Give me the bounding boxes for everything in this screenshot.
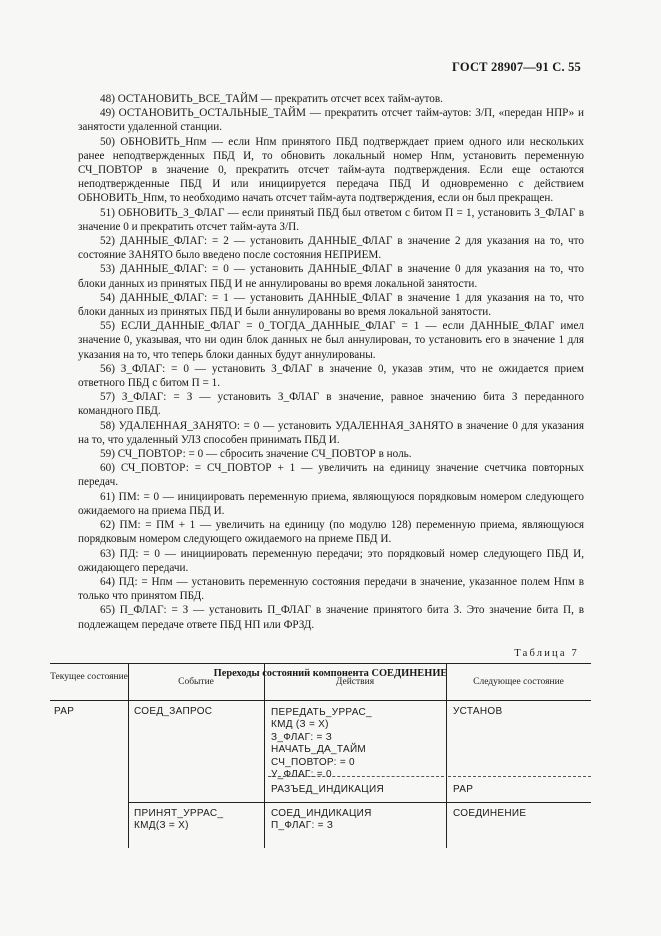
header-next-state: Следующее состояние (473, 677, 564, 687)
header-actions: Действия (335, 677, 375, 687)
list-item: 62) ПМ: = ПМ + 1 — увеличить на единицу (по модулю 128) переменную приема, являющуюся порядковым номером следующего ожидаемого на приеме ПБД И. (78, 519, 584, 546)
list-item: 56) З_ФЛАГ: = 0 — установить З_ФЛАГ в значение 0, указав этим, что не ожидается прием ответного ПБД с битом П = 1. (78, 362, 584, 390)
definitions-list (78, 92, 584, 632)
column-divider (446, 663, 447, 848)
list-item: 65) П_ФЛАГ: = З — установить П_ФЛАГ в значение принятого бита З. Это значение бита П, в подлежащем передаче ответе ПБД НП или ФРЗД. (78, 604, 584, 631)
list-item: 53) ДАННЫЕ_ФЛАГ: = 0 — установить ДАННЫЕ_ФЛАГ в значение 0 для указания на то, что блоки данных из принятых ПБД И не аннулированы во время локальной занятости. (78, 263, 584, 290)
table-header-rule (50, 700, 591, 701)
cell-event: СОЕД_ЗАПРОС (134, 706, 213, 717)
header-current-state: Текущее состояние (50, 672, 128, 682)
list-item: 60) СЧ_ПОВТОР: = СЧ_ПОВТОР + 1 — увеличить на единицу значение счетчика повторных передач. (78, 462, 584, 489)
cell-current-state: РАР (54, 706, 75, 717)
list-item: 61) ПМ: = 0 — инициировать переменную приема, являющуюся порядковым номером следующего ожидаемого на приема ПБД И. (78, 490, 584, 517)
row-separator (448, 776, 591, 777)
list-item: 52) ДАННЫЕ_ФЛАГ: = 2 — установить ДАННЫЕ_ФЛАГ в значение 2 для указания на то, что состояние ЗАНЯТО было введено после состояния НЕПРИЕМ. (78, 235, 584, 262)
list-item: 63) ПД: = 0 — инициировать переменную передачи; это порядковый номер следующего ПБД И, ожидающего передачи. (78, 547, 584, 574)
list-item: 48) ОСТАНОВИТЬ_ВСЕ_ТАЙМ — прекратить отсчет всех тайм-аутов. (100, 93, 443, 105)
column-divider (128, 663, 129, 848)
list-item: 54) ДАННЫЕ_ФЛАГ: = 1 — установить ДАННЫЕ_ФЛАГ в значение 1 для указания на то, что блоки данных из принятых ПБД И были аннулированы во время локальной занятости. (78, 291, 584, 319)
cell-next-state: УСТАНОВ (453, 706, 503, 717)
row-rule (128, 802, 591, 803)
column-divider (264, 663, 265, 848)
list-item: 57) З_ФЛАГ: = З — установить З_ФЛАГ в значение, равное значению бита З переданного командного ПБД. (78, 391, 584, 418)
list-item: 51) ОБНОВИТЬ_З_ФЛАГ — если принятый ПБД был ответом с битом П = 1, установить З_ФЛАГ в значение 0 и прекратить отсчет тайм-аута З/П. (78, 206, 584, 233)
cell-actions: СОЕД_ИНДИКАЦИЯ П_ФЛАГ: = З (271, 808, 372, 832)
list-item: 58) УДАЛЕННАЯ_ЗАНЯТО: = 0 — установить УДАЛЕННАЯ_ЗАНЯТО в значение 0 для указания на то, что удаленный УЛЗ способен принимать ПБД И. (78, 419, 584, 446)
cell-sub-action: РАЗЪЕД_ИНДИКАЦИЯ (271, 784, 384, 795)
table-title: Переходы состояний компонента СОЕДИНЕНИЕ (213, 668, 448, 679)
table-number: Таблица 7 (514, 648, 579, 659)
cell-event: ПРИНЯТ_УРРАС_ КМД(З = Х) (134, 808, 224, 832)
cell-actions: ПЕРЕДАТЬ_УРРАС_ КМД (З = Х) З_ФЛАГ: = З НАЧАТЬ_ДА_ТАЙМ СЧ_ПОВТОР: = 0 У_ФЛАГ: = 0 (271, 707, 372, 781)
cell-next-state: СОЕДИНЕНИЕ (453, 808, 527, 819)
list-item: 59) СЧ_ПОВТОР: = 0 — сбросить значение СЧ_ПОВТОР в ноль. (100, 448, 412, 461)
list-item: 55) ЕСЛИ_ДАННЫЕ_ФЛАГ = 0_ТОГДА_ДАННЫЕ_ФЛАГ = 1 — если ДАННЫЕ_ФЛАГ имел значение 0, указывая, что ни один блок данных не был аннулирован, то установить его в значение 1 для указания на то, что теперь блоки данных будут аннулированы. (78, 320, 584, 361)
cell-sub-next-state: РАР (453, 784, 474, 795)
list-item: 64) ПД: = Нпм — установить переменную состояния передачи в значение, указанное полем Нпм в только что принятом ПБД. (78, 575, 584, 603)
table-top-rule (50, 663, 591, 664)
header-event: Событие (178, 677, 214, 687)
list-item: 50) ОБНОВИТЬ_Нпм — если Нпм принятого ПБД подтверждает прием одного или нескольких ранее неподтвержденных ПБД И, то обновить локальный номер Нпм, установить переменную СЧ_ПОВТОР в значение 0, прекратить отсчет тайм-аута подтверждения. Если еще остаются неподтвержденные ПБД И или инициируется передача ПБД И одновременно с действием ОБНОВИТЬ_Нпм, то необходимо начать отсчет тайм-аута подтверждения, если он был прекращен. (78, 135, 584, 205)
list-item: 49) ОСТАНОВИТЬ_ОСТАЛЬНЫЕ_ТАЙМ — прекратить отсчет тайм-аутов: З/П, «передан НПР» и занятости удаленной станции. (78, 107, 584, 134)
page-header: ГОСТ 28907—91 С. 55 (452, 60, 581, 74)
